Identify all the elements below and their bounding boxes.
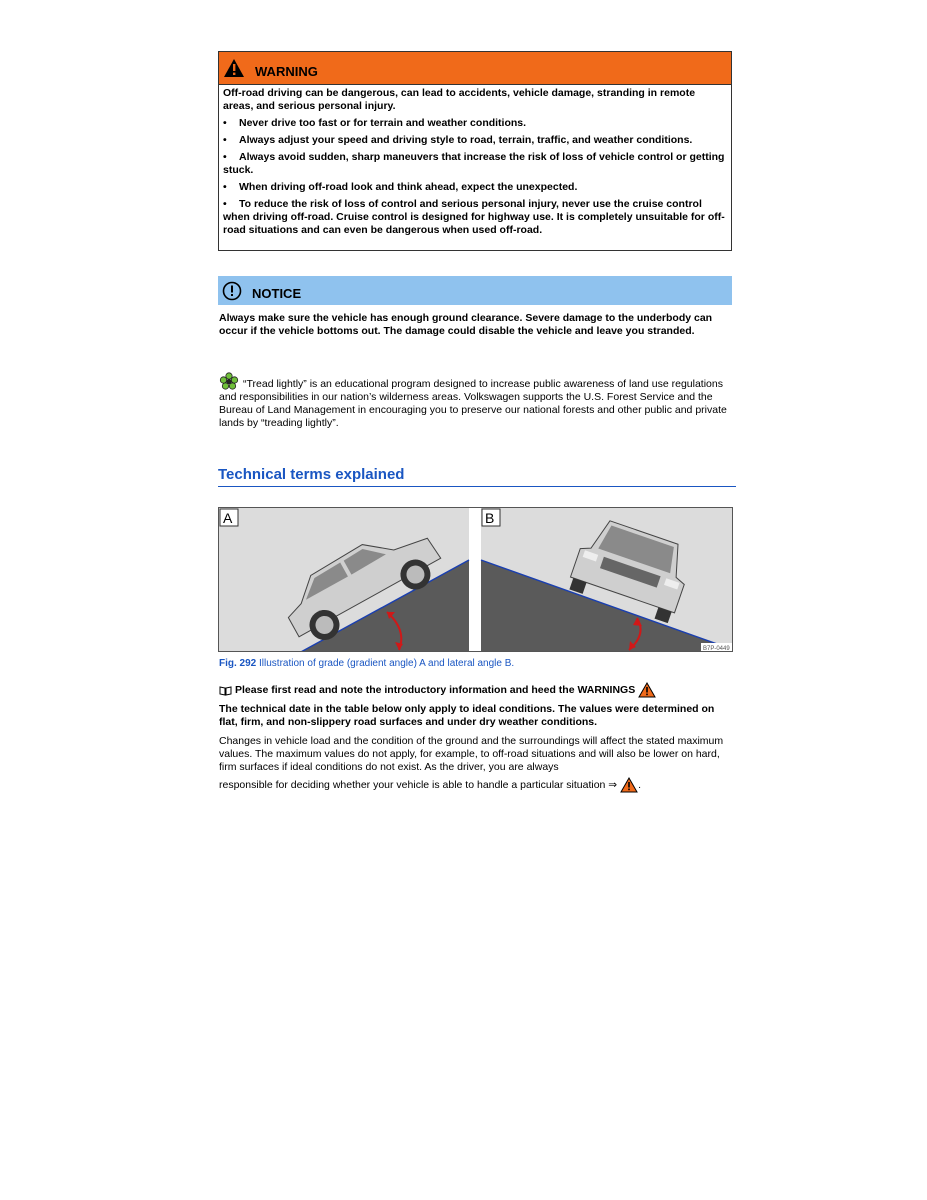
figure-caption-text: Illustration of grade (gradient angle) A and lateral angle B. (256, 658, 515, 669)
warning-bullet: • Always adjust your speed and driving style to road, terrain, traffic, and weather conditions. (223, 134, 693, 146)
panel-b-label: B (485, 510, 495, 526)
read-first-note (219, 682, 656, 698)
warning-box (218, 51, 732, 251)
section-title: Technical terms explained (218, 466, 736, 487)
warning-intro: Off-road driving can be dangerous, can lead to accidents, vehicle damage, stranding in remote areas, and serious personal injury. (223, 87, 696, 112)
warning-bullet: • When driving off-road look and think ahead, expect the unexpected. (223, 181, 578, 193)
tread-lightly-paragraph (219, 372, 734, 430)
book-icon (219, 685, 232, 696)
warning-bullet: • Always avoid sudden, sharp maneuvers that increase the risk of loss of vehicle control or getting stuck. (223, 151, 725, 176)
notice-header (218, 276, 732, 305)
exclamation-circle-icon (222, 281, 242, 301)
grade-illustration (219, 508, 733, 652)
technical-date-paragraph: The technical date in the table below only apply to ideal conditions. The values were determined on flat, firm, and non-slippery road surfaces and under dry weather conditions. (219, 703, 715, 728)
warning-body (219, 85, 731, 237)
warning-triangle-icon[interactable] (620, 777, 638, 793)
responsible-text: responsible for deciding whether your vehicle is able to handle a particular situation ⇒ (219, 778, 618, 791)
warning-bullet: • To reduce the risk of loss of control and serious personal injury, never use the cruise control when driving off-road. Cruise control is designed for highway use. It is completely unsuitable for off-road situations and can even be dangerous when used off-road. (223, 198, 725, 236)
warning-triangle-icon[interactable] (638, 682, 656, 698)
notice-title: NOTICE (252, 286, 302, 301)
figure-caption (219, 658, 514, 669)
responsible-end: . (638, 778, 642, 791)
warning-bullet: • Never drive too fast or for terrain and weather conditions. (223, 117, 527, 129)
tread-lightly-text: “Tread lightly” is an educational program designed to increase public awareness of land use regulations and responsibilities in our nation’s wilderness areas. Volkswagen supports the U.S. Forest Service and the Bureau of Land Management in encouraging you to preserve our national forests and other public and private lands by “treading lightly”. (219, 378, 727, 429)
warning-header (219, 52, 731, 85)
responsible-line (219, 777, 734, 793)
changes-paragraph: Changes in vehicle load and the condition of the ground and the surroundings will affect the stated maximum values. The maximum values do not apply, for example, to off-road situations and will also be lower on hard, firm surfaces if ideal conditions do not exist. As the driver, you are always (219, 735, 724, 773)
figure-caption-label: Fig. 292 (219, 658, 257, 669)
warning-title: WARNING (255, 63, 318, 79)
notice-text: Always make sure the vehicle has enough ground clearance. Severe damage to the underbody can occur if the vehicle bottoms out. The damage could disable the vehicle and leave you stranded. (219, 312, 713, 337)
figure-illustration (218, 507, 733, 652)
panel-a-label: A (223, 510, 233, 526)
flower-icon (219, 372, 239, 390)
read-first-text: Please first read and note the introductory information and heed the WARNINGS (235, 684, 636, 696)
figure-code: B7P-0449 (703, 646, 730, 652)
warning-triangle-icon (223, 58, 245, 78)
